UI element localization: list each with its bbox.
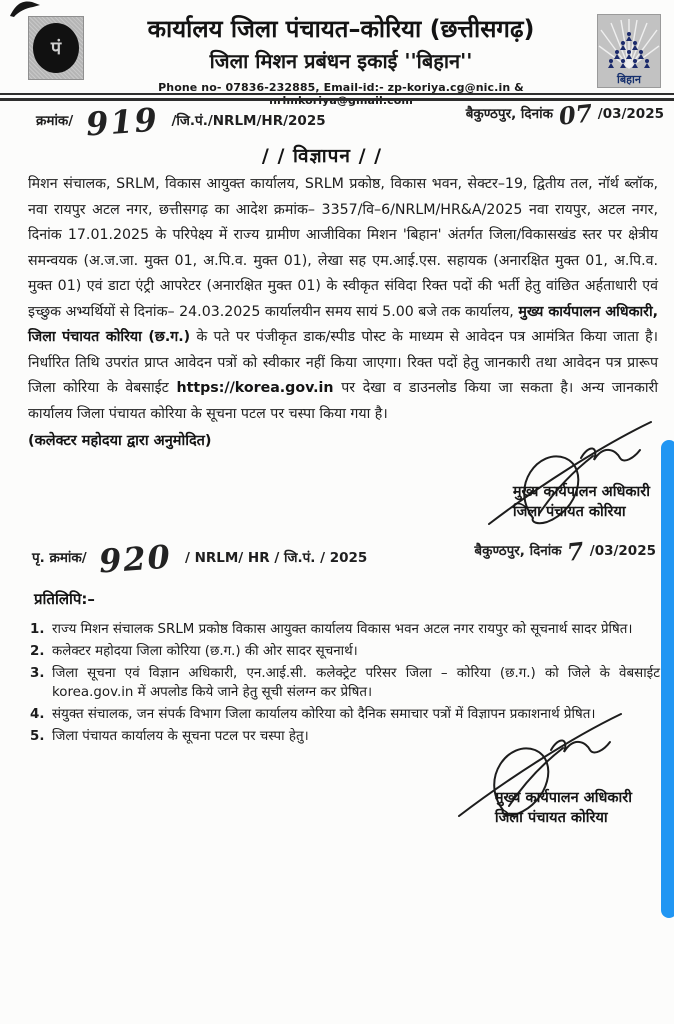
para-segment-officer-bold: मुख्य कार्यपालन अधिकारी, जिला पंचायत कोरिया (छ.ग.) xyxy=(28,303,659,345)
scrollbar-thumb[interactable] xyxy=(661,440,674,918)
ref2-place-label: बैकुण्ठपुर, दिनांक xyxy=(474,543,562,559)
reference-row-1 xyxy=(0,98,674,144)
ref1-left xyxy=(36,100,326,144)
para-segment-1: मिशन संचालक, SRLM, विकास आयुक्त कार्यालय, SRLM प्रकोष्ठ, विकास भवन, सेक्टर–19, द्वितीय तल, नॉर्थ ब्लॉक, नवा रायपुर अटल नगर, छत्तीसगढ़ का आदेश क्रमांक– 3357/वि–6/NRLM/HR&A/2025 नवा रायपुर, अटल नगर, दिनांक 17.01.2025 के परिपेक्ष्य में राज्य ग्रामीण आजीविका मिशन 'बिहान' अंतर्गत जिला/विकासखंड स्तर पर क्षेत्रीय समन्वयक (अ.ज.जा. मुक्त 01, अ.पि.व. मुक्त 01), लेखा सह एम.आई.एस. सहायक (अनारक्षित मुक्त 01, अ.पि.व. मुक्त 01) एवं डाटा एंट्री आपरेटर (अनारक्षित मुक्त 01) के स्वीकृत संविदा रिक्त पदों की भर्ती हेतु वांछित अर्हताधारी एवं इच्छुक अभ्यर्थियों से दिनांक– 24.03.2025 कार्यालयीन समय सायं 5.00 बजे तक कार्यालय, xyxy=(28,176,658,320)
notice-body-paragraph xyxy=(28,172,658,427)
copy-item-2-text: कलेक्टर महोदया जिला कोरिया (छ.ग.) की ओर सादर सूचनार्थ। xyxy=(52,644,358,659)
reference-row-2 xyxy=(0,536,674,581)
ref1-label: क्रमांक/ xyxy=(36,113,74,129)
ref2-left xyxy=(32,537,368,581)
website-url-text: https://korea.gov.in xyxy=(176,380,334,396)
signatory1-office: जिला पंचायत कोरिया xyxy=(512,504,626,520)
stamp-circle xyxy=(33,23,79,73)
signatory2-office: जिला पंचायत कोरिया xyxy=(494,810,608,826)
ref1-date-suffix: /03/2025 xyxy=(597,106,664,122)
para-segment-5: पर देखा व डाउनलोड किया जा सकता है। अन्य जानकारी कार्यालय जिला पंचायत कोरिया के सूचना पटल पर चस्पा किया गया है। xyxy=(28,380,658,422)
signatory-block-1 xyxy=(513,482,650,522)
ref2-handwritten-number: 920 xyxy=(98,537,174,581)
signatory-block-2 xyxy=(495,788,632,828)
ref2-label: पृ. क्रमांक/ xyxy=(32,550,87,566)
copy-item-2 xyxy=(30,642,660,661)
bihan-logo xyxy=(597,14,661,88)
approved-by-collector-line: (कलेक्टर महोदया द्वारा अनुमोदित) xyxy=(28,433,212,449)
copy-item-3-number: 3. xyxy=(30,666,45,681)
ref2-suffix: / NRLM/ HR / जि.पं. / 2025 xyxy=(184,550,368,566)
ref1-place-label: बैकुण्ठपुर, दिनांक xyxy=(465,106,553,122)
copy-item-4-text: संयुक्त संचालक, जन संपर्क विभाग जिला कार्यालय कोरिया को दैनिक समाचार पत्रों में विज्ञापन प्रकाशनार्थ प्रेषित। xyxy=(52,707,596,722)
signatory2-designation: मुख्य कार्यपालन अधिकारी xyxy=(494,790,632,806)
copy-item-1-text: राज्य मिशन संचालक SRLM प्रकोष्ठ विकास आयुक्त कार्यालय विकास भवन अटल नगर रायपुर को सूचनार्थ सादर प्रेषित। xyxy=(52,622,633,637)
ref2-place-date xyxy=(474,536,656,567)
unit-title: जिला मिशन प्रबंधन इकाई ''बिहान'' xyxy=(209,49,473,73)
copy-item-2-number: 2. xyxy=(30,644,45,659)
office-title: कार्यालय जिला पंचायत–कोरिया (छत्तीसगढ़) xyxy=(147,15,535,43)
contact-line: Phone no- 07836-232885, Email-id:- zp-koriya.cg@nic.in & nrlmkoriya@gmail.com xyxy=(158,81,524,107)
copy-item-5-number: 5. xyxy=(30,729,45,744)
ref2-date-suffix: /03/2025 xyxy=(589,543,656,559)
para-segment-3: के पते पर पंजीकृत डाक/स्पीड पोस्ट के माध्यम से आवेदन पत्र आमंत्रित किया जाता है। निर्धारित तिथि उपरांत प्राप्त आवेदन पत्रों को स्वीकार नहीं किया जाएगा। रिक्त पदों हेतु जानकारी तथा आवेदन पत्र प्रारूप जिला कोरिया के वेबसाईट xyxy=(28,329,658,396)
ref1-suffix: /जि.पं./NRLM/HR/2025 xyxy=(171,113,326,129)
notice-heading: / / विज्ञापन / / xyxy=(261,145,383,167)
stamp-letter: पं xyxy=(50,38,62,59)
ref2-handwritten-date: 7 xyxy=(565,536,586,567)
ref1-handwritten-number: 919 xyxy=(84,100,160,144)
copy-to-heading: प्रतिलिपि:– xyxy=(34,590,95,608)
ref1-place-date xyxy=(465,98,664,131)
copy-item-3-text: जिला सूचना एवं विज्ञान अधिकारी, एन.आई.सी. कलेक्ट्रेट परिसर जिला – कोरिया (छ.ग.) को जिले के वेबसाईट korea.gov.in में अपलोड किये जाने हेतु सूची संलग्न कर प्रेषित। xyxy=(52,666,660,700)
bihan-rays-icon xyxy=(597,18,661,74)
copy-item-1-number: 1. xyxy=(30,622,45,637)
signatory1-designation: मुख्य कार्यपालन अधिकारी xyxy=(512,484,650,500)
ref1-handwritten-date: 07 xyxy=(557,98,594,131)
copy-item-5-text: जिला पंचायत कार्यालय के सूचना पटल पर चस्पा हेतु। xyxy=(52,729,309,744)
copy-item-3 xyxy=(30,664,660,702)
copy-item-1 xyxy=(30,620,660,639)
panchayat-stamp-logo xyxy=(28,16,84,80)
bihan-logo-label: बिहान xyxy=(617,73,641,86)
copy-item-4-number: 4. xyxy=(30,707,45,722)
